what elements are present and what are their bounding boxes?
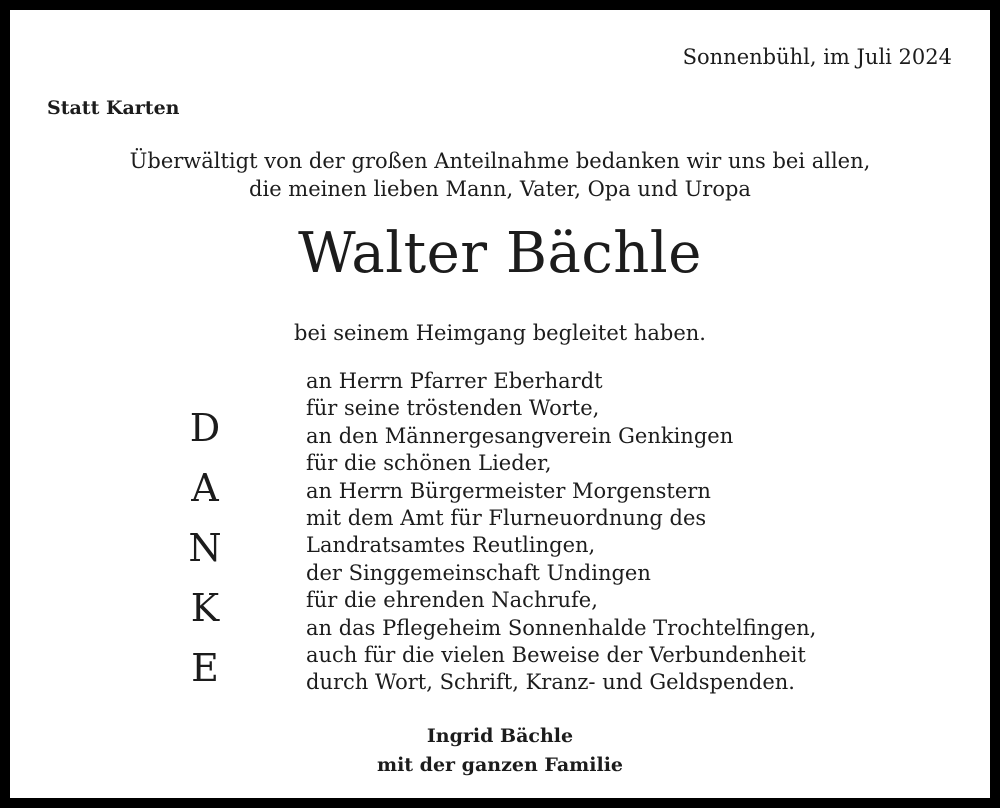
signature-family: mit der ganzen Familie [376, 754, 624, 776]
thanks-line: mit dem Amt für Flurneuordnung des [306, 506, 707, 531]
thanks-line: an Herrn Pfarrer Eberhardt [306, 369, 603, 393]
deceased-name: Walter Bächle [298, 221, 702, 286]
danke-letter: E [191, 646, 219, 690]
intro-line-1: Überwältigt von der großen Anteilnahme bedanken wir uns bei allen, [129, 149, 871, 173]
thanks-line: für die ehrenden Nachrufe, [306, 588, 598, 613]
thanks-line: der Singgemeinschaft Undingen [306, 560, 651, 585]
intro-line-2: die meinen lieben Mann, Vater, Opa und Uropa [249, 177, 751, 201]
danke-column [175, 398, 235, 698]
thanks-list [306, 368, 816, 697]
signature-name: Ingrid Bächle [426, 725, 574, 747]
place-date: Sonnenbühl, im Juli 2024 [682, 45, 952, 69]
danke-letter: K [190, 586, 220, 630]
danke-letter: D [189, 406, 221, 450]
thanks-line: an das Pflegeheim Sonnenhalde Trochtelfingen, [306, 615, 817, 640]
thanks-line: für die schönen Lieder, [306, 451, 552, 476]
thanks-line: an Herrn Bürgermeister Morgenstern [306, 478, 711, 503]
thanks-line: Landratsamtes Reutlingen, [306, 533, 596, 558]
danke-letter: A [191, 466, 219, 510]
thanks-line: an den Männergesangverein Genkingen [306, 423, 734, 448]
thanks-line: durch Wort, Schrift, Kranz- und Geldspenden. [306, 670, 795, 695]
statt-karten-heading: Statt Karten [47, 97, 180, 119]
signature [10, 722, 990, 780]
thanks-line: auch für die vielen Beweise der Verbundenheit [306, 643, 806, 668]
thanks-line: für seine tröstenden Worte, [306, 396, 600, 421]
danke-letter: N [188, 526, 222, 570]
sub-text: bei seinem Heimgang begleitet haben. [294, 321, 706, 345]
